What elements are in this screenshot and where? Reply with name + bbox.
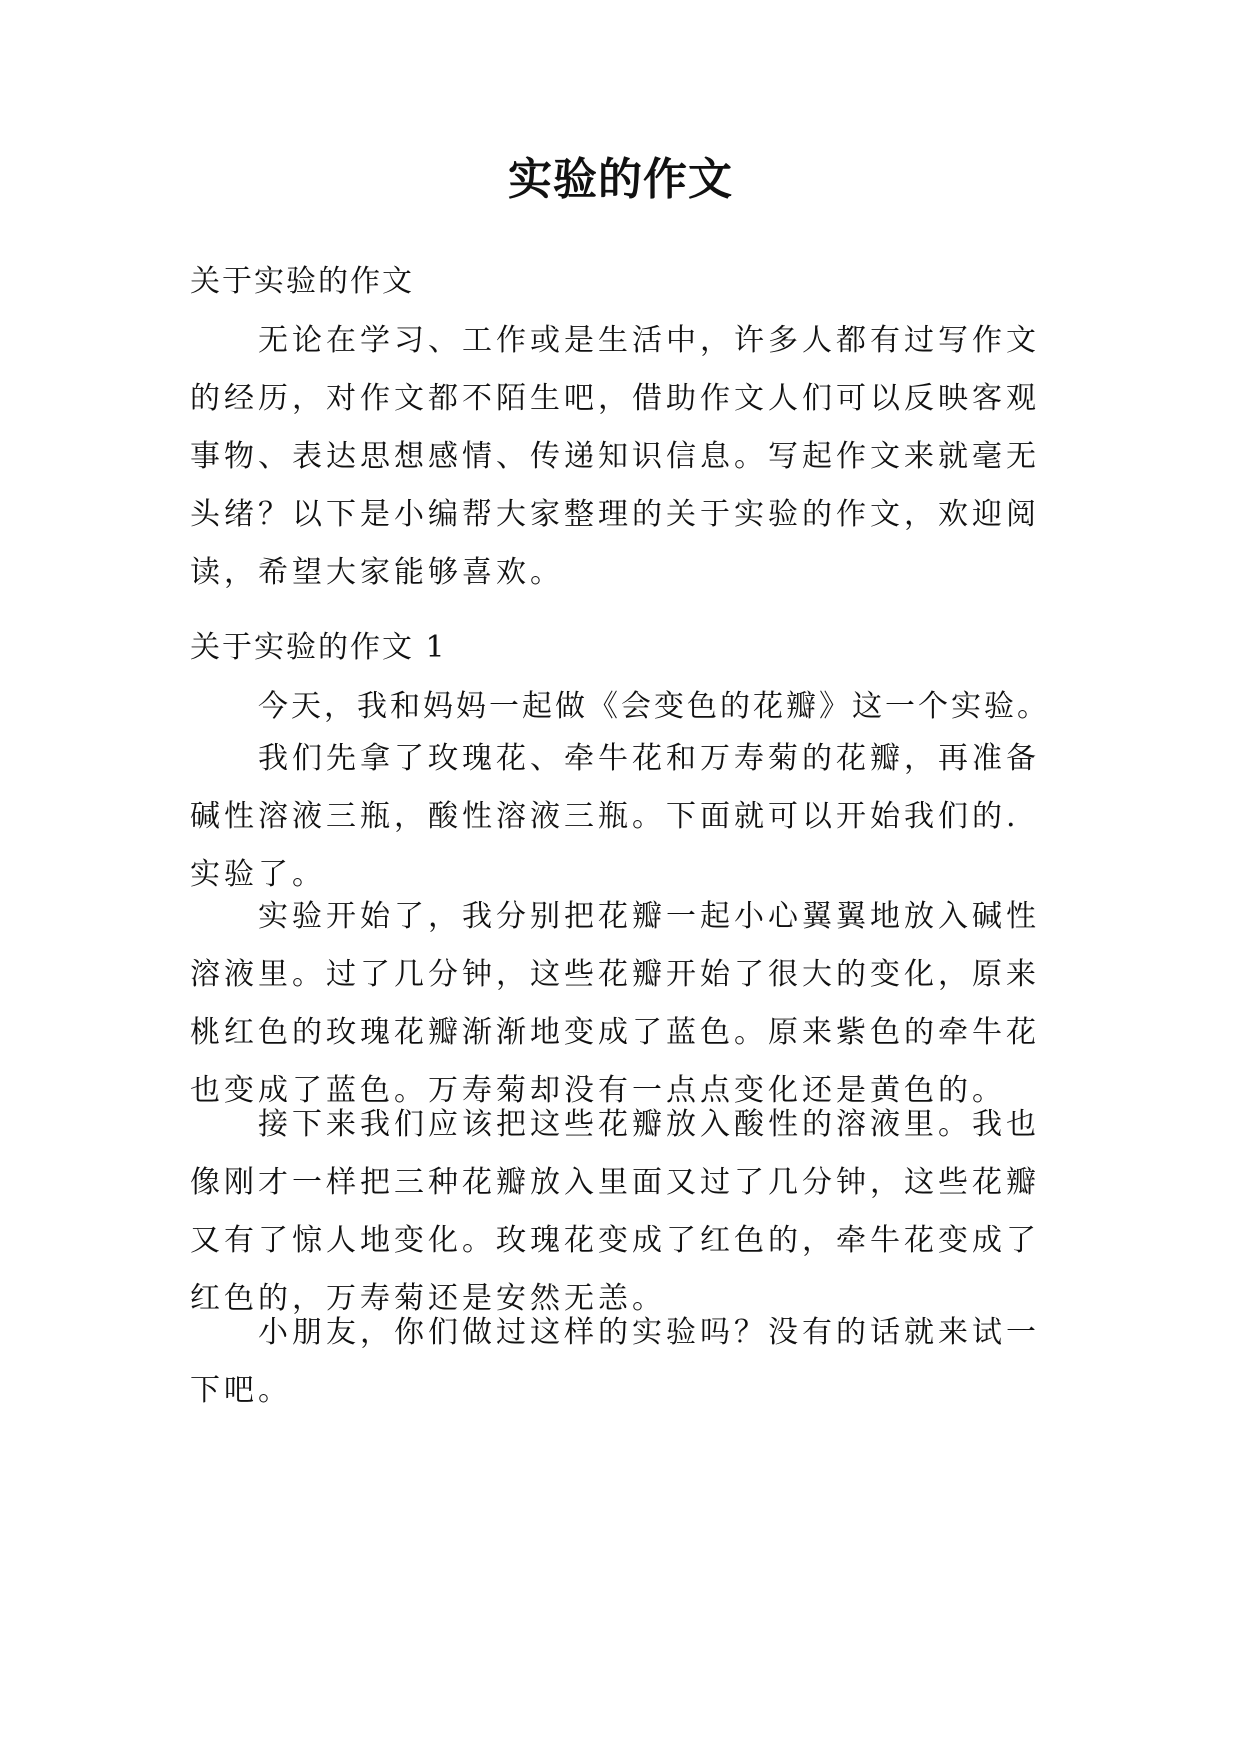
essay-1-paragraph-5: 小朋友，你们做过这样的实验吗？没有的话就来试一下吧。 [190,1315,1040,1408]
essay-1-paragraph-1: 今天，我和妈妈一起做《会变色的花瓣》这一个实验。 [258,689,1050,724]
essay-1-paragraph-3: 实验开始了，我分别把花瓣一起小心翼翼地放入碱性溶液里。过了几分钟，这些花瓣开始了很大的变化，原来桃红色的玫瑰花瓣渐渐地变成了蓝色。原来紫色的牵牛花也变成了蓝色。万寿菊却没有一点点变化还是黄色的。 [190,899,1040,1108]
essay-1-heading: 关于实验的作文 1 [190,630,447,665]
essay-1-paragraph-4: 接下来我们应该把这些花瓣放入酸性的溶液里。我也像刚才一样把三种花瓣放入里面又过了几分钟，这些花瓣又有了惊人地变化。玫瑰花变成了红色的，牵牛花变成了红色的，万寿菊还是安然无恙。 [190,1107,1040,1316]
page-title: 实验的作文 [508,154,733,205]
essay-1-paragraph-2: 我们先拿了玫瑰花、牵牛花和万寿菊的花瓣，再准备碱性溶液三瓶，酸性溶液三瓶。下面就可以开始我们的.实验了。 [190,741,1040,892]
intro-paragraph: 无论在学习、工作或是生活中，许多人都有过写作文的经历，对作文都不陌生吧，借助作文人们可以反映客观事物、表达思想感情、传递知识信息。写起作文来就毫无头绪？以下是小编帮大家整理的关于实验的作文，欢迎阅读，希望大家能够喜欢。 [190,323,1040,590]
intro-heading: 关于实验的作文 [190,264,414,299]
